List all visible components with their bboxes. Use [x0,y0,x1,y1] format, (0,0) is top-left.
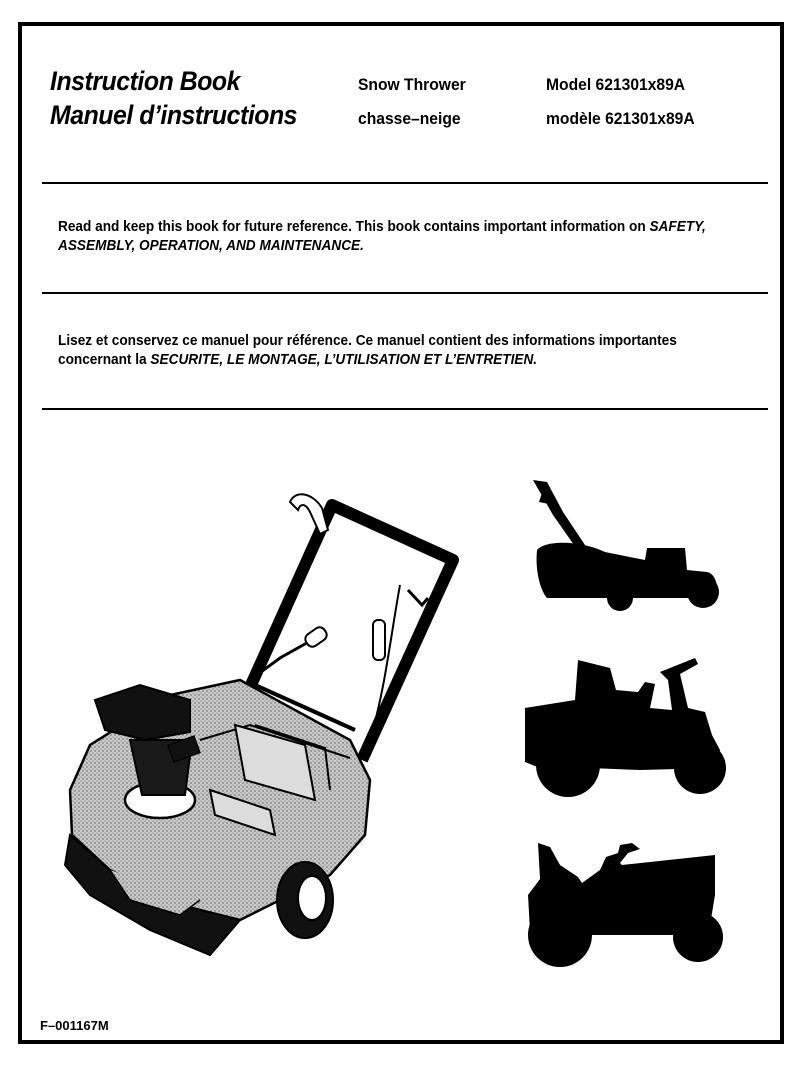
model-french: modèle 621301x89A [546,109,695,128]
notice-english [58,218,716,256]
title-french: Manuel d’instructions [50,100,298,130]
form-code: F–001167M [40,1018,109,1033]
riding-mower-silhouette [520,650,730,800]
divider-bottom [42,408,768,410]
divider-top [42,182,768,184]
notice-french [58,332,716,370]
notice-english-emphasis: SAFETY, ASSEMBLY, OPERATION, AND MAINTENANCE. [58,219,706,254]
lawn-tractor-silhouette [520,835,730,975]
model-english: Model 621301x89A [546,75,686,94]
divider-middle [42,292,768,294]
product-english: Snow Thrower [358,75,466,94]
notice-french-emphasis: SECURITE, LE MONTAGE, L’UTILISATION ET L’ENTRETIEN. [150,352,538,368]
notice-english-text: Read and keep this book for future reference. This book contains important information on [58,219,650,235]
push-mower-silhouette [525,480,725,615]
notice-french-text: Lisez et conservez ce manuel pour référence. Ce manuel contient des informations importantes concernant la [58,333,677,368]
snow-thrower-illustration [50,490,470,970]
product-french: chasse–neige [358,109,461,128]
title-english: Instruction Book [50,66,240,96]
